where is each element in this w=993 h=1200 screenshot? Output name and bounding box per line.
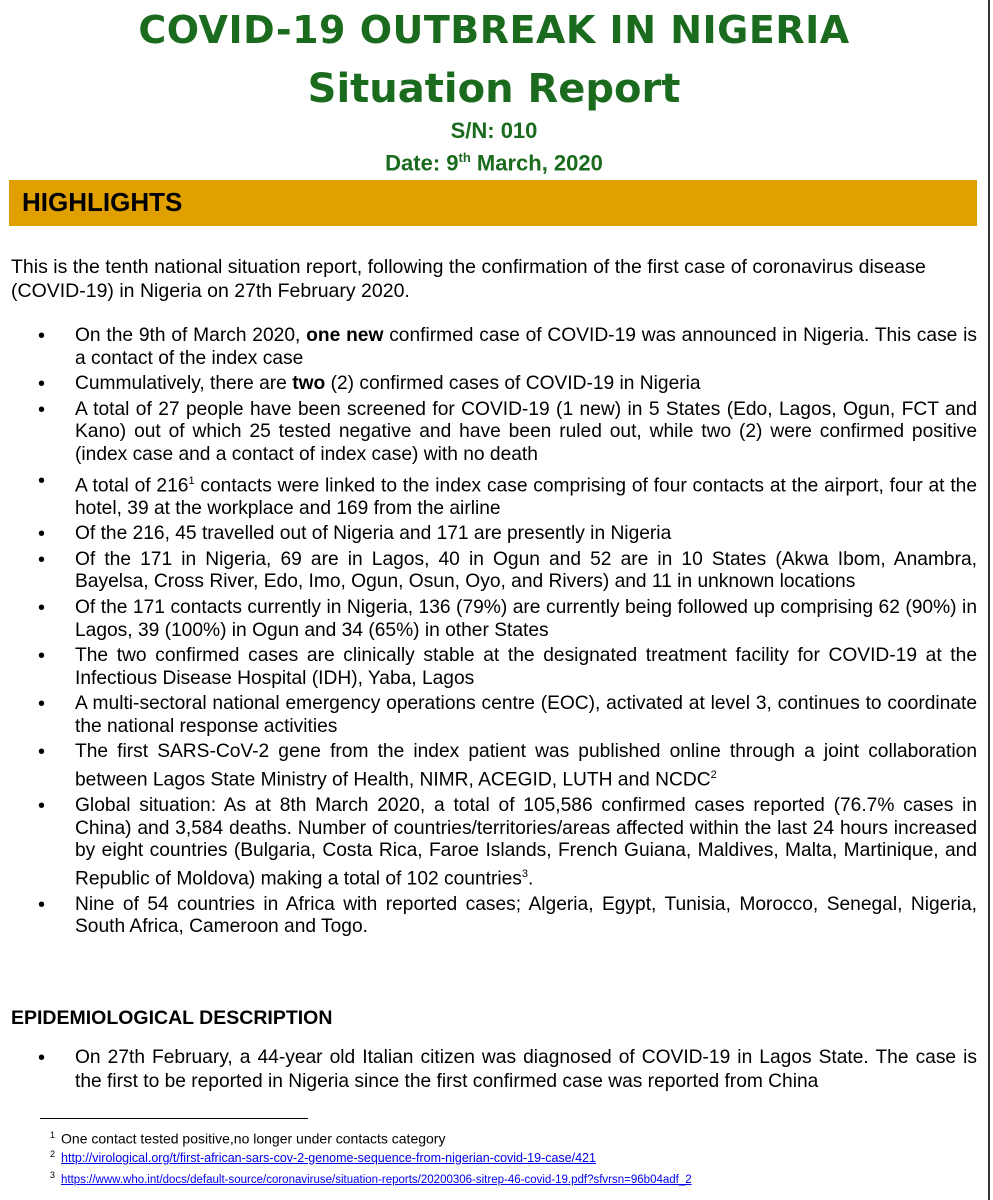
text: Of the 216, 45 travelled out of Nigeria and 171 are presently in Nigeria xyxy=(75,523,672,545)
report-title: COVID-19 OUTBREAK IN NIGERIA xyxy=(138,8,850,52)
footnote-ref: 2 xyxy=(710,769,717,782)
footnote-2 xyxy=(50,1149,596,1165)
bold-text: two xyxy=(292,373,326,395)
footnote-3 xyxy=(50,1170,692,1186)
list-item xyxy=(11,549,977,594)
epidemiology-heading: EPIDEMIOLOGICAL DESCRIPTION xyxy=(11,1007,333,1029)
list-item xyxy=(11,523,977,546)
bullet-icon: • xyxy=(38,469,46,492)
list-item xyxy=(11,373,977,396)
list-item xyxy=(11,597,977,642)
text: Global situation: As at 8th March 2020, a total of 105,586 confirmed cases reported (76.7% cases in China) and 3,584 deaths. Number of countries/territories/areas affected within the last 24 hours increased by eight countries (Bulgaria, Costa Rica, Faroe Islands, French Guiana, Maldives, Malta, Martinique, and Republic of Moldova) making a total of 102 countries xyxy=(75,795,977,890)
bullet-icon: • xyxy=(38,523,46,546)
text: The first SARS-CoV-2 gene from the index patient was published online through a joint collaboration between Lagos State Ministry of Health, NIMR, ACEGID, LUTH and NCDC xyxy=(75,741,977,791)
footnote-link[interactable]: https://www.who.int/docs/default-source/coronaviruse/situation-reports/20200306-sitrep-46-covid-19.pdf?sfvrsn=96b04adf_2 xyxy=(61,1173,692,1186)
list-item xyxy=(11,470,977,521)
text: contacts were linked to the index case comprising of four contacts at the airport, four at the hotel, 39 at the workplace and 169 from the airline xyxy=(75,474,977,519)
bullet-icon: • xyxy=(38,893,46,916)
bullet-icon: • xyxy=(38,325,46,347)
text: Of the 171 contacts currently in Nigeria, 136 (79%) are currently being followed up comprising 62 (90%) in Lagos, 39 (100%) in Ogun and 34 (65%) in other States xyxy=(75,596,977,641)
list-item xyxy=(11,1046,977,1094)
bullet-icon: • xyxy=(38,645,46,668)
text: A multi-sectoral national emergency operations centre (EOC), activated at level 3, continues to coordinate the national response activities xyxy=(75,693,977,737)
text: Of the 171 in Nigeria, 69 are in Lagos, 40 in Ogun and 52 are in 10 States (Akwa Ibom, Anambra, Bayelsa, Cross River, Edo, Imo, Ogun, Osun, Oyo, and Rivers) and 11 in unknown locations xyxy=(75,548,977,593)
highlights-heading: HIGHLIGHTS xyxy=(22,187,183,217)
text: confirmed case of COVID-19 was announced in Nigeria. This case is a contact of the index case xyxy=(75,325,977,369)
list-item xyxy=(11,795,977,891)
bullet-icon: • xyxy=(38,795,46,818)
list-item xyxy=(11,325,977,370)
footnote-number: 2 xyxy=(50,1149,56,1159)
footnote-link[interactable]: http://virological.org/t/first-african-sars-cov-2-genome-sequence-from-nigerian-covid-19-case/421 xyxy=(61,1151,596,1166)
footnote-number: 1 xyxy=(50,1130,56,1140)
list-item xyxy=(11,693,977,738)
report-subtitle: Situation Report xyxy=(307,66,681,112)
footnote-divider xyxy=(40,1118,308,1119)
list-item xyxy=(11,741,977,792)
bullet-icon: • xyxy=(38,398,46,421)
highlights-banner xyxy=(9,180,977,226)
list-item xyxy=(11,399,977,467)
text: Nine of 54 countries in Africa with reported cases; Algeria, Egypt, Tunisia, Morocco, Senegal, Nigeria, South Africa, Cameroon and Togo. xyxy=(75,893,977,938)
footnote-ref: 1 xyxy=(188,474,195,487)
footnote-number: 3 xyxy=(50,1170,56,1180)
text: . xyxy=(528,868,534,890)
bullet-icon: • xyxy=(38,548,46,571)
text: A total of 27 people have been screened for COVID-19 (1 new) in 5 States (Edo, Lagos, Ogun, FCT and Kano) out of which 25 tested negative and have been ruled out, while two (2) were confirmed positive (index case and a contact of index case) with no death xyxy=(75,398,977,465)
text: On 27th February, a 44-year old Italian citizen was diagnosed of COVID-19 in Lagos State. The case is the first to be reported in Nigeria since the first confirmed case was reported from China xyxy=(75,1047,977,1092)
text: On the 9th of March 2020, xyxy=(75,325,307,346)
list-item xyxy=(11,894,977,939)
date-suffix: March, 2020 xyxy=(470,150,603,176)
text: A total of 216 xyxy=(75,474,189,496)
bullet-icon: • xyxy=(38,741,46,764)
intro-paragraph: This is the tenth national situation report, following the confirmation of the first case of coronavirus disease (COVID-19) in Nigeria on 27th February 2020. xyxy=(11,256,926,302)
bold-text: one new xyxy=(306,325,384,346)
date-ordinal: th xyxy=(458,150,471,165)
report-date xyxy=(0,150,988,176)
serial-number: S/N: 010 xyxy=(450,118,538,143)
text: (2) confirmed cases of COVID-19 in Nigeria xyxy=(325,373,701,395)
bullet-icon: • xyxy=(38,693,46,716)
epidemiology-list xyxy=(11,1046,977,1094)
highlights-list xyxy=(11,325,977,942)
bullet-icon: • xyxy=(38,1047,46,1069)
page-border xyxy=(988,0,990,1200)
bullet-icon: • xyxy=(38,596,46,619)
footnote-text: One contact tested positive,no longer under contacts category xyxy=(61,1130,446,1147)
date-prefix: Date: 9 xyxy=(385,150,459,176)
footnote-1 xyxy=(50,1130,445,1147)
text: The two confirmed cases are clinically stable at the designated treatment facility for COVID-19 at the Infectious Disease Hospital (IDH), Yaba, Lagos xyxy=(75,645,977,689)
bullet-icon: • xyxy=(38,373,46,396)
list-item xyxy=(11,645,977,690)
text: Cummulatively, there are xyxy=(75,373,293,395)
footnote-ref: 3 xyxy=(521,867,529,880)
